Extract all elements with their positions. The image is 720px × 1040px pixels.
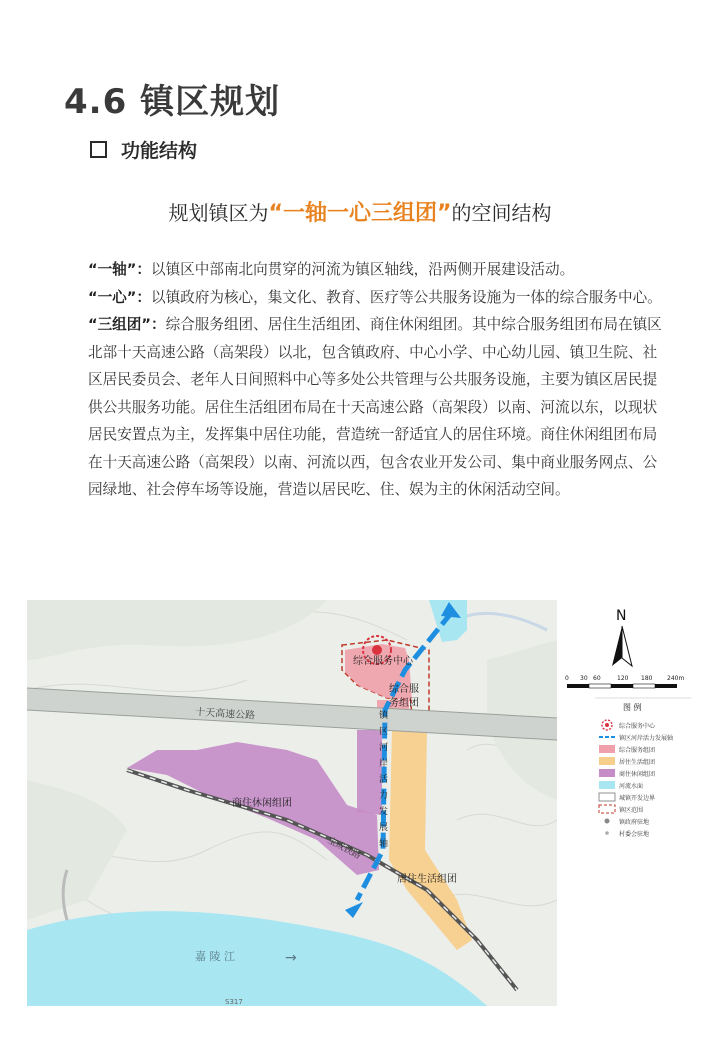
legend-swatch: [599, 769, 615, 777]
paragraph-sanzutuan: [82, 311, 662, 504]
legend-label: 河流水面: [619, 783, 644, 790]
axis-char: 岸: [379, 759, 389, 769]
legend-swatch: [599, 745, 615, 753]
scale-tick: 120: [617, 675, 629, 682]
legend-label: 综合服务中心: [619, 723, 656, 730]
road-s317-label: S317: [225, 998, 243, 1006]
checkbox-icon: [90, 141, 107, 158]
text-yixin: 以镇政府为核心，集文化、教育、医疗等公共服务设施为一体的综合服务中心。: [150, 288, 662, 306]
section-title: 4.6 镇区规划: [64, 82, 281, 122]
function-structure-map: [27, 600, 696, 1006]
legend-label: 村委会驻地: [619, 831, 650, 838]
term-sanzutuan: “三组团”：: [88, 316, 166, 333]
axis-char: 发: [379, 807, 389, 817]
legend-title: 图 例: [623, 703, 642, 712]
headline-suffix: 的空间结构: [451, 201, 552, 225]
scale-tick: 30: [580, 675, 588, 682]
small-dot-icon: [605, 831, 609, 835]
paragraph-yizhou: [82, 256, 662, 284]
body-text: [82, 256, 662, 504]
scale-tick: 0: [565, 675, 569, 682]
axis-label: [379, 709, 389, 849]
term-yixin: “一心”：: [88, 288, 151, 306]
scale-bar: [565, 675, 684, 688]
legend-label: 居住生活组团: [619, 759, 656, 766]
axis-char: 力: [379, 791, 389, 801]
term-yizhou: “一轴”：: [88, 261, 151, 278]
dot-icon: [605, 819, 610, 824]
legend-label: 镇政府驻地: [619, 819, 650, 826]
headline-highlight: “一轴一心三组团”: [268, 201, 452, 226]
river-label: 嘉 陵 江: [195, 950, 235, 963]
legend-label: 综合服务组团: [619, 747, 656, 754]
axis-char: 活: [379, 775, 389, 785]
zonghe-cluster-label-2: 务组团: [389, 698, 419, 709]
zonghe-cluster-label-1: 综合服: [389, 684, 419, 695]
shangzhu-cluster-label: 商住休闲组团: [232, 798, 292, 809]
paragraph-yixin: [82, 284, 662, 312]
axis-char: 展: [379, 823, 389, 833]
legend-swatch: [599, 781, 615, 789]
legend-label: 商住休闲组团: [619, 771, 656, 778]
scale-tick: 240m: [667, 675, 685, 682]
juzhu-cluster-label: 居住生活组团: [397, 874, 457, 885]
legend-label: 镇区范围: [619, 807, 644, 814]
text-yizhou: 以镇区中部南北向贯穿的河流为镇区轴线，沿两侧开展建设活动。: [150, 261, 575, 278]
railway-label: 宝成铁路: [325, 835, 363, 862]
headline: [0, 196, 720, 227]
highway-label: 十天高速公路: [194, 707, 256, 722]
center-label: 综合服务中心: [353, 656, 413, 667]
north-label: N: [616, 608, 627, 624]
headline-prefix: 规划镇区为: [168, 201, 269, 225]
legend-swatch: [599, 757, 615, 765]
subsection-title: 功能结构: [121, 140, 198, 162]
scale-tick: 180: [641, 675, 653, 682]
axis-char: 镇: [379, 711, 389, 721]
legend-label: 镇区河岸活力发展轴: [619, 735, 674, 742]
axis-char: 河: [379, 743, 389, 753]
scale-tick: 60: [593, 675, 601, 682]
axis-char: 区: [379, 727, 389, 737]
river-arrow-icon: →: [285, 950, 297, 966]
subsection-heading: [90, 136, 197, 163]
text-sanzutuan: 综合服务组团、居住生活组团、商住休闲组团。其中综合服务组团布局在镇区北部十天高速公路（高架段）以北，包含镇政府、中心小学、中心幼儿园、镇卫生院、社区居民委员会、老年人日间照料中心等多处公共管理与公共服务设施，主要为镇区居民提供公共服务功能。居住生活组团布局在十天高速公路（高架段）以南、河流以东，以现状居民安置点为主，发挥集中居住功能，营造统一舒适宜人的居住环境。商住休闲组团布局在十天高速公路（高架段）以南、河流以西，包含农业开发公司、集中商业服务网点、公园绿地、社会停车场等设施，营造以居民吃、住、娱为主的休闲活动空间。: [88, 316, 662, 498]
legend-label: 城镇开发边界: [619, 795, 656, 802]
axis-char: 轴: [379, 839, 389, 849]
